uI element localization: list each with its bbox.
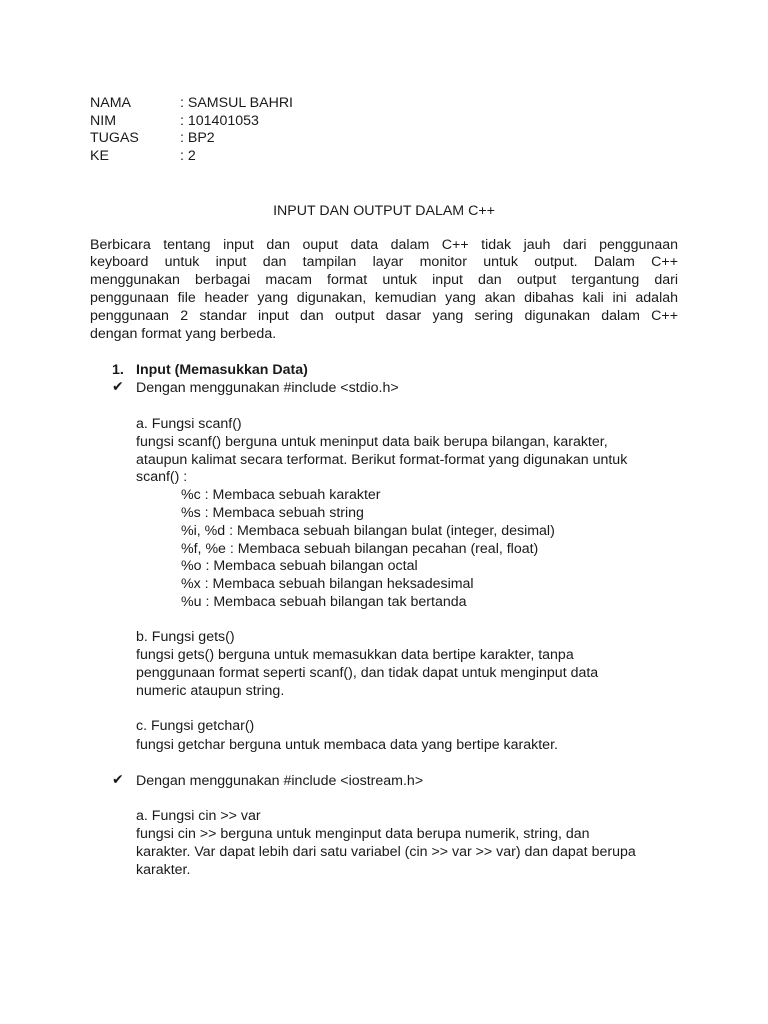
gets-desc-line: penggunaan format seperti scanf(), dan tidak dapat untuk menginput data <box>136 665 599 681</box>
format-item: %x : Membaca sebuah bilangan heksadesimal <box>181 576 474 592</box>
intro-line: penggunaan 2 standar input dan output dasar yang sering digunakan dalam C++ <box>90 308 678 324</box>
bullet-stdio: Dengan menggunakan #include <stdio.h> <box>136 380 399 396</box>
info-key: KE <box>90 148 109 164</box>
document-title: INPUT DAN OUTPUT DALAM C++ <box>273 203 495 219</box>
section-number: 1. <box>112 362 124 378</box>
info-key: NAMA <box>90 95 131 111</box>
getchar-desc-line: fungsi getchar berguna untuk membaca data yang bertipe karakter. <box>136 737 558 753</box>
gets-title: b. Fungsi gets() <box>136 629 235 645</box>
format-item: %u : Membaca sebuah bilangan tak bertanda <box>181 594 467 610</box>
gets-desc-line: fungsi gets() berguna untuk memasukkan data bertipe karakter, tanpa <box>136 647 574 663</box>
cin-title: a. Fungsi cin >> var <box>136 808 261 824</box>
scanf-desc-line: fungsi scanf() berguna untuk meninput data baik berupa bilangan, karakter, <box>136 434 608 450</box>
scanf-desc-line: scanf() : <box>136 469 188 485</box>
intro-line: dengan format yang berbeda. <box>90 326 277 342</box>
format-item: %s : Membaca sebuah string <box>181 505 364 521</box>
checkmark-icon: ✔ <box>112 772 124 788</box>
intro-line: Berbicara tentang input dan ouput data dalam C++ tidak jauh dari penggunaan <box>90 237 678 253</box>
format-item: %c : Membaca sebuah karakter <box>181 487 381 503</box>
scanf-title: a. Fungsi scanf() <box>136 416 242 432</box>
getchar-title: c. Fungsi getchar() <box>136 718 255 734</box>
bullet-iostream: Dengan menggunakan #include <iostream.h> <box>136 773 424 789</box>
section-heading: Input (Memasukkan Data) <box>136 362 308 378</box>
intro-line: menggunakan berbagai macam format untuk input dan output tergantung dari <box>90 272 678 288</box>
cin-desc-line: karakter. <box>136 862 191 878</box>
gets-desc-line: numeric ataupun string. <box>136 683 285 699</box>
cin-desc-line: karakter. Var dapat lebih dari satu variabel (cin >> var >> var) dan dapat berupa <box>136 844 636 860</box>
info-value: : 2 <box>180 148 196 164</box>
format-item: %f, %e : Membaca sebuah bilangan pecahan (real, float) <box>181 541 539 557</box>
intro-line: penggunaan file header yang digunakan, kemudian yang akan dibahas kali ini adalah <box>90 290 678 306</box>
info-value: : 101401053 <box>180 113 259 129</box>
cin-desc-line: fungsi cin >> berguna untuk menginput data berupa numerik, string, dan <box>136 826 590 842</box>
checkmark-icon: ✔ <box>112 379 124 395</box>
info-key: NIM <box>90 113 117 129</box>
info-value: : SAMSUL BAHRI <box>180 95 294 111</box>
format-item: %o : Membaca sebuah bilangan octal <box>181 558 418 574</box>
format-item: %i, %d : Membaca sebuah bilangan bulat (integer, desimal) <box>181 523 555 539</box>
intro-line: keyboard untuk input dan tampilan layar monitor untuk output. Dalam C++ <box>90 254 678 270</box>
scanf-desc-line: ataupun kalimat secara terformat. Berikut format-format yang digunakan untuk <box>136 452 628 468</box>
info-key: TUGAS <box>90 130 139 146</box>
info-value: : BP2 <box>180 130 215 146</box>
